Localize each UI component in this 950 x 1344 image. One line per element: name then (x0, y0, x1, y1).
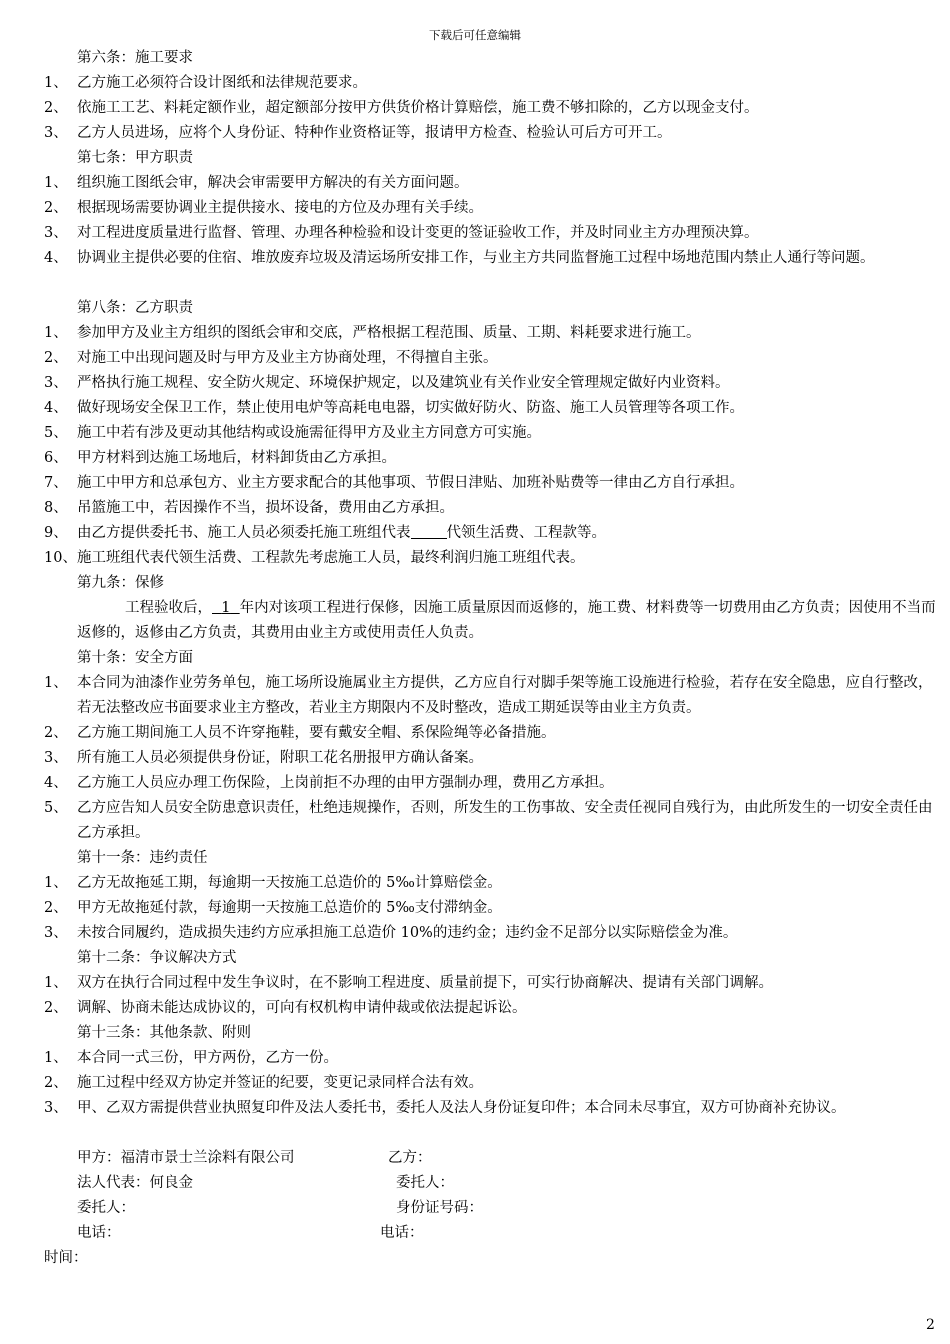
clause-item (44, 421, 936, 446)
clause-number: 4、 (44, 250, 68, 266)
clause-item (44, 996, 936, 1021)
clause-text: 吊篮施工中，若因操作不当，损坏设备，费用由乙方承担。 (77, 500, 454, 516)
clause-item (44, 1071, 936, 1096)
contract-body (44, 46, 936, 1271)
clause-item (44, 471, 936, 496)
clause-text: 所有施工人员必须提供身份证，附职工花名册报甲方确认备案。 (77, 750, 483, 766)
clause-number: 2、 (44, 1000, 68, 1016)
clause-number: 4、 (44, 400, 68, 416)
party-a-agent: 委托人： (77, 1200, 135, 1216)
warranty-paragraph: 工程验收后， 1 年内对该项工程进行保修，因施工质量原因而返修的，施工费、材料费等一切费用由乙方负责；因使用不当而返修的，返修由乙方负责，其费用由业主方或使用责任人负责。 (77, 600, 936, 641)
clause-text: 乙方人员进场，应将个人身份证、特种作业资格证等，报请甲方检查、检验认可后方可开工。 (77, 125, 672, 141)
clause-item (44, 246, 936, 296)
party-a-name: 甲方：福清市景士兰涂料有限公司 (77, 1150, 295, 1166)
clause-text: 乙方施工人员应办理工伤保险，上岗前拒不办理的由甲方强制办理，费用乙方承担。 (77, 775, 614, 791)
warranty-years: 1 (221, 600, 231, 616)
clause-number: 8、 (44, 500, 68, 516)
signing-time: 时间： (44, 1250, 88, 1266)
section-heading: 第十三条：其他条款、附则 (77, 1025, 251, 1041)
clause-number: 2、 (44, 900, 68, 916)
section-heading: 第十二条：争议解决方式 (77, 950, 237, 966)
signature-row (44, 1146, 936, 1171)
party-b-phone: 电话： (380, 1225, 424, 1241)
clause-item (44, 746, 936, 771)
legal-representative: 法人代表：何良金 (77, 1175, 193, 1191)
clause-text: 调解、协商未能达成协议的，可向有权机构申请仲裁或依法提起诉讼。 (77, 1000, 527, 1016)
party-a-phone: 电话： (77, 1225, 121, 1241)
clause-text: 严格执行施工规程、安全防火规定、环境保护规定，以及建筑业有关作业安全管理规定做好内业资料。 (77, 375, 730, 391)
clause-text: 施工过程中经双方协定并签证的纪要，变更记录同样合法有效。 (77, 1075, 483, 1091)
clause-number: 4、 (44, 775, 68, 791)
clause-text: 施工中若有涉及更动其他结构或设施需征得甲方及业主方同意方可实施。 (77, 425, 541, 441)
clause-number: 10、 (44, 550, 77, 566)
clause-item (44, 771, 936, 796)
clause-item (44, 196, 936, 221)
clause-text: 本合同为油漆作业劳务单包，施工场所设施属业主方提供，乙方应自行对脚手架等施工设施进行检验，若存在安全隐患，应自行整改，若无法整改应书面要求业主方整改，若业主方期限内不及时整改，造成工期延误等由业主方负责。 (77, 675, 933, 716)
clause-item (44, 546, 936, 571)
clause-text: 协调业主提供必要的住宿、堆放废弃垃圾及清运场所安排工作，与业主方共同监督施工过程中场地范围内禁止人通行等问题。 (77, 250, 875, 266)
clause-text: 乙方无故拖延工期，每逾期一天按施工总造价的 5‰计算赔偿金。 (77, 875, 502, 891)
party-b-name: 乙方： (388, 1150, 432, 1166)
section-heading: 第八条：乙方职责 (77, 300, 193, 316)
clause-number: 3、 (44, 1100, 68, 1116)
clause-number: 2、 (44, 100, 68, 116)
fill-in-blank (411, 522, 447, 539)
clause-number: 1、 (44, 875, 68, 891)
clause-text: 依施工工艺、料耗定额作业，超定额部分按甲方供货价格计算赔偿，施工费不够扣除的，乙方以现金支付。 (77, 100, 759, 116)
clause-text: 双方在执行合同过程中发生争议时，在不影响工程进度、质量前提下，可实行协商解决、提请有关部门调解。 (77, 975, 773, 991)
clause-text: 乙方施工期间施工人员不许穿拖鞋，要有戴安全帽、系保险绳等必备措施。 (77, 725, 556, 741)
id-number-label: 身份证号码： (396, 1200, 483, 1216)
clause-text: 乙方应告知人员安全防患意识责任，杜绝违规操作，否则，所发生的工伤事故、安全责任视同自残行为，由此所发生的一切安全责任由乙方承担。 (77, 800, 933, 841)
clause-item (44, 96, 936, 121)
clause-text: 组织施工图纸会审，解决会审需要甲方解决的有关方面问题。 (77, 175, 469, 191)
page-header: 下载后可任意编辑 (429, 28, 521, 42)
clause-number: 3、 (44, 225, 68, 241)
clause-item (44, 446, 936, 471)
clause-item (44, 921, 936, 946)
clause-text: 施工班组代表代领生活费、工程款先考虑施工人员，最终利润归施工班组代表。 (77, 550, 585, 566)
signature-row (44, 1171, 936, 1196)
section-heading: 第九条：保修 (77, 575, 164, 591)
clause-item (44, 796, 936, 846)
clause-text (77, 521, 936, 546)
clause-item (44, 721, 936, 746)
clause-text: 根据现场需要协调业主提供接水、接电的方位及办理有关手续。 (77, 200, 483, 216)
clause-item (44, 1046, 936, 1071)
clause-number: 2、 (44, 200, 68, 216)
clause-text: 未按合同履约，造成损失违约方应承担施工总造价 10%的违约金；违约金不足部分以实际赔偿金为准。 (77, 925, 738, 941)
clause-text-part: 由乙方提供委托书、施工人员必须委托施工班组代表 (77, 525, 411, 541)
clause-item (44, 371, 936, 396)
clause-item (44, 971, 936, 996)
clause-number: 1、 (44, 325, 68, 341)
clause-number: 9、 (44, 525, 68, 541)
clause-number: 3、 (44, 750, 68, 766)
clause-text: 甲方无故拖延付款，每逾期一天按施工总造价的 5‰支付滞纳金。 (77, 900, 502, 916)
clause-number: 1、 (44, 675, 68, 691)
clause-item (44, 71, 936, 96)
clause-text-part: 代领生活费、工程款等。 (446, 525, 606, 541)
clause-number: 1、 (44, 1050, 68, 1066)
clause-item (44, 171, 936, 196)
clause-text: 参加甲方及业主方组织的图纸会审和交底，严格根据工程范围、质量、工期、料耗要求进行施工。 (77, 325, 701, 341)
clause-item (44, 496, 936, 521)
clause-item (44, 871, 936, 896)
clause-number: 2、 (44, 350, 68, 366)
clause-number: 2、 (44, 725, 68, 741)
clause-item (44, 896, 936, 921)
clause-number: 7、 (44, 475, 68, 491)
clause-number: 6、 (44, 450, 68, 466)
section-heading: 第六条：施工要求 (77, 50, 193, 66)
clause-number: 5、 (44, 800, 68, 816)
clause-item (44, 1096, 936, 1146)
clause-number: 3、 (44, 375, 68, 391)
clause-item (44, 671, 936, 721)
clause-item (44, 521, 936, 546)
clause-text: 对工程进度质量进行监督、管理、办理各种检验和设计变更的签证验收工作，并及时同业主方办理预决算。 (77, 225, 759, 241)
clause-text: 本合同一式三份，甲方两份，乙方一份。 (77, 1050, 338, 1066)
clause-number: 3、 (44, 925, 68, 941)
party-b-agent: 委托人： (396, 1175, 454, 1191)
section-heading: 第七条：甲方职责 (77, 150, 193, 166)
section-heading: 第十条：安全方面 (77, 650, 193, 666)
clause-text: 施工中甲方和总承包方、业主方要求配合的其他事项、节假日津贴、加班补贴费等一律由乙方自行承担。 (77, 475, 744, 491)
clause-text: 甲、乙双方需提供营业执照复印件及法人委托书，委托人及法人身份证复印件；本合同未尽事宜，双方可协商补充协议。 (77, 1100, 846, 1116)
clause-text: 对施工中出现问题及时与甲方及业主方协商处理，不得擅自主张。 (77, 350, 498, 366)
clause-text: 甲方材料到达施工场地后，材料卸货由乙方承担。 (77, 450, 396, 466)
page-number: 2 (926, 1317, 935, 1333)
clause-item (44, 221, 936, 246)
clause-item (44, 396, 936, 421)
clause-text: 乙方施工必须符合设计图纸和法律规范要求。 (77, 75, 367, 91)
clause-item (44, 321, 936, 346)
clause-number: 1、 (44, 75, 68, 91)
signature-row (44, 1196, 936, 1221)
clause-number: 3、 (44, 125, 68, 141)
clause-number: 1、 (44, 175, 68, 191)
clause-number: 2、 (44, 1075, 68, 1091)
clause-item (44, 346, 936, 371)
signature-row (44, 1221, 936, 1246)
clause-text: 做好现场安全保卫工作，禁止使用电炉等高耗电电器，切实做好防火、防盗、施工人员管理等各项工作。 (77, 400, 744, 416)
clause-number: 1、 (44, 975, 68, 991)
clause-number: 5、 (44, 425, 68, 441)
clause-item (44, 121, 936, 146)
section-heading: 第十一条：违约责任 (77, 850, 208, 866)
